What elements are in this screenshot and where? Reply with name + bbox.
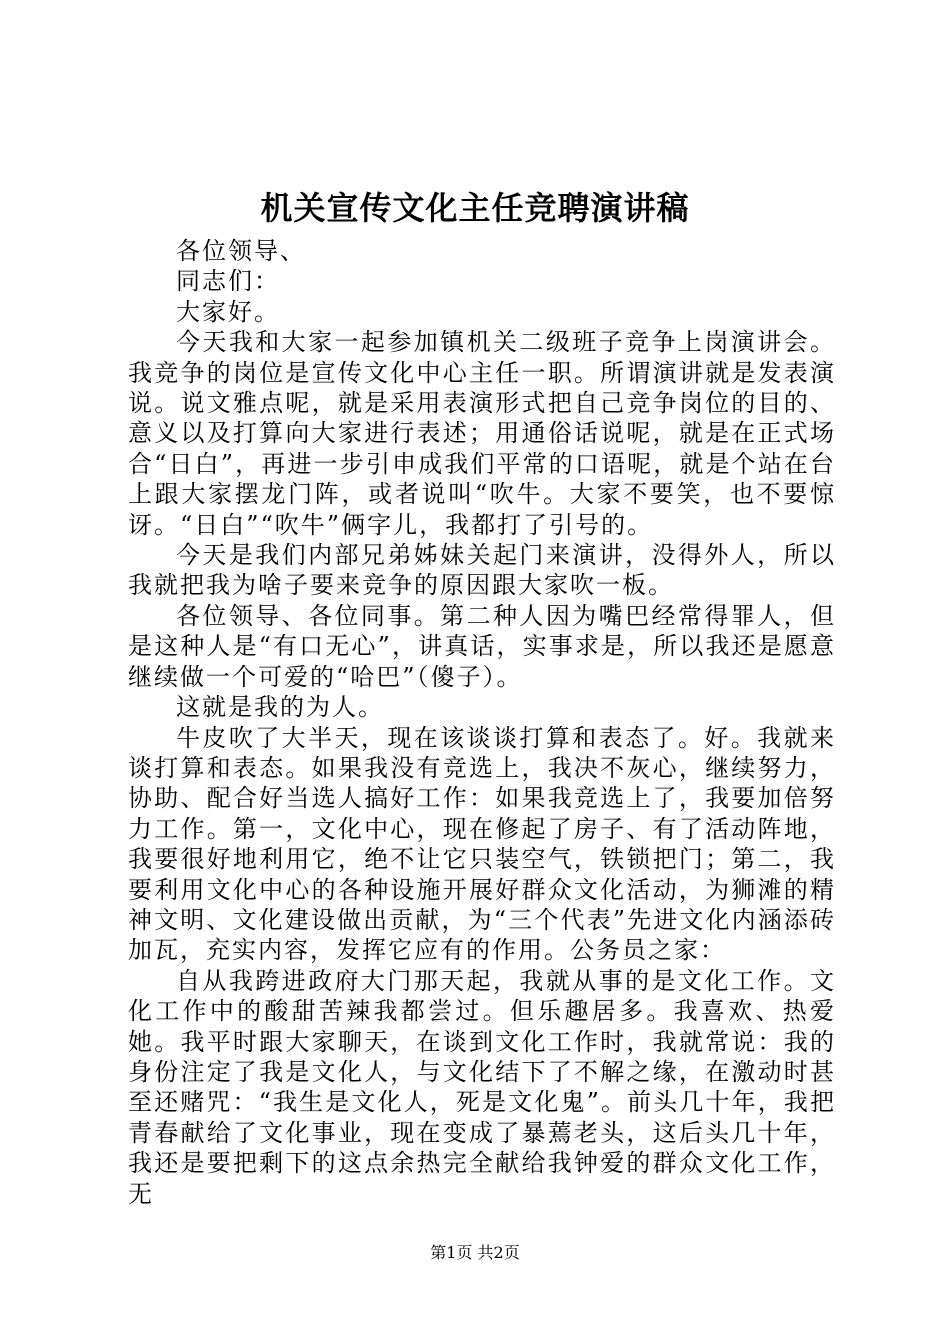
document-body [128,236,836,1209]
paragraph-career: 自从我跨进政府大门那天起，我就从事的是文化工作。文化工作中的酸甜苦辣我都尝过。但乐趣居多。我喜欢、热爱她。我平时跟大家聊天，在谈到文化工作时，我就常说：我的身份注定了我是文化人，与文化结下了不解之缘，在激动时甚至还赌咒：“我生是文化人，死是文化鬼”。前头几十年，我把青春献给了文化事业，现在变成了暴蔫老头，这后头几十年，我还是要把剩下的这点余热完全献给我钟爱的群众文化工作，无 [128,966,836,1208]
paragraph-reason: 今天是我们内部兄弟姊妹关起门来演讲，没得外人，所以我就把我为啥子要来竞争的原因跟大家吹一板。 [128,541,836,600]
paragraph-salutation-comrades: 同志们： [176,267,280,296]
paragraph-intro: 今天我和大家一起参加镇机关二级班子竞争上岗演讲会。我竞争的岗位是宣传文化中心主任一职。所谓演讲就是发表演说。说文雅点呢，就是采用表演形式把自己竞争岗位的目的、意义以及打算向大家进行表述；用通俗话说呢，就是在正式场合“日白”，再进一步引申成我们平常的口语呢，就是个站在台上跟大家摆龙门阵，或者说叫“吹牛。大家不要笑，也不要惊讶。“日白”“吹牛”俩字儿，我都打了引号的。 [128,328,836,539]
paragraph-personality: 这就是我的为人。 [176,693,384,722]
paragraph-salutation-leaders: 各位领导、 [176,237,306,265]
paragraph-greeting: 大家好。 [176,297,280,326]
page-number-footer: 第1页 共2页 [430,1243,520,1262]
paragraph-character: 各位领导、各位同事。第二种人因为嘴巴经常得罪人，但是这种人是“有口无心”，讲真话，实事求是，所以我还是愿意继续做一个可爱的“哈巴”（傻子）。 [128,601,836,691]
document-title: 机关宣传文化主任竞聘演讲稿 [260,189,690,227]
paragraph-plans: 牛皮吹了大半天，现在该谈谈打算和表态了。好。我就来谈打算和表态。如果我没有竞选上，我决不灰心，继续努力，协助、配合好当选人搞好工作：如果我竞选上了，我要加倍努力工作。第一，文化中心，现在修起了房子、有了活动阵地，我要很好地利用它，绝不让它只装空气，铁锁把门；第二，我要利用文化中心的各种设施开展好群众文化活动，为狮滩的精神文明、文化建设做出贡献，为“三个代表”先进文化内涵添砖加瓦，充实内容，发挥它应有的作用。公务员之家： [128,723,836,965]
